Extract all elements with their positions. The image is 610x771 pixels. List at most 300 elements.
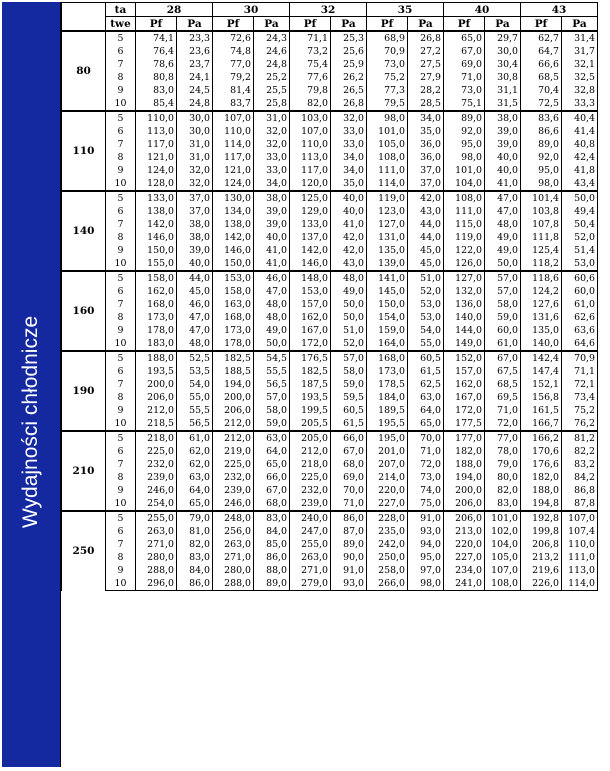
table-row: [62, 125, 598, 138]
pa-value: 67,0: [254, 484, 290, 497]
pf-value: 119,0: [367, 191, 408, 205]
pf-value: 173,0: [136, 311, 177, 324]
pf-value: 138,0: [213, 218, 254, 231]
pf-value: 213,0: [444, 525, 485, 538]
pa-value: 40,0: [485, 151, 521, 164]
pf-value: 85,4: [136, 97, 177, 111]
pa-value: 51,0: [331, 324, 367, 337]
twe-value: 7: [106, 378, 136, 391]
twe-value: 5: [106, 111, 136, 125]
pf-value: 167,0: [444, 391, 485, 404]
pf-value: 133,0: [290, 218, 331, 231]
pa-value: 61,0: [562, 298, 598, 311]
pf-value: 152,0: [444, 351, 485, 365]
table-row: [62, 511, 598, 525]
pa-value: 78,0: [485, 445, 521, 458]
pa-value: 89,0: [254, 577, 290, 591]
pa-value: 33,3: [562, 97, 598, 111]
twe-value: 8: [106, 151, 136, 164]
pa-value: 74,0: [408, 484, 444, 497]
pa-value: 71,0: [408, 445, 444, 458]
pa-value: 64,0: [408, 404, 444, 417]
pa-value: 28,5: [408, 97, 444, 111]
pf-value: 218,0: [136, 431, 177, 445]
pf-value: 219,6: [521, 564, 562, 577]
pf-value: 193,5: [136, 365, 177, 378]
pf-value: 129,0: [290, 205, 331, 218]
twe-value: 10: [106, 177, 136, 191]
pf-value: 239,0: [136, 471, 177, 484]
pa-value: 50,0: [562, 191, 598, 205]
pf-value: 121,0: [136, 151, 177, 164]
pa-value: 49,0: [254, 324, 290, 337]
table-body: [62, 31, 598, 591]
pf-value: 158,0: [213, 285, 254, 298]
pa-value: 60,5: [331, 404, 367, 417]
pa-value: 73,4: [562, 391, 598, 404]
pf-value: 73,2: [290, 45, 331, 58]
pf-value: 141,0: [367, 271, 408, 285]
pf-value: 75,2: [367, 71, 408, 84]
group-label: 110: [62, 111, 106, 191]
pf-value: 107,0: [213, 111, 254, 125]
pf-value: 110,0: [213, 125, 254, 138]
twe-value: 9: [106, 164, 136, 177]
pa-value: 43,0: [331, 257, 367, 271]
pf-value: 239,0: [213, 484, 254, 497]
twe-value: 6: [106, 45, 136, 58]
pf-value: 62,7: [521, 31, 562, 45]
pf-value: 232,0: [136, 458, 177, 471]
table-row: [62, 431, 598, 445]
pa-value: 54,5: [254, 351, 290, 365]
twe-value: 5: [106, 431, 136, 445]
pa-value: 48,0: [254, 298, 290, 311]
pf-value: 178,0: [213, 337, 254, 351]
pf-value: 119,0: [444, 231, 485, 244]
pf-value: 235,0: [367, 525, 408, 538]
pa-value: 70,0: [331, 484, 367, 497]
twe-value: 9: [106, 404, 136, 417]
pa-value: 38,0: [254, 191, 290, 205]
pa-value: 49,4: [562, 205, 598, 218]
pf-value: 188,5: [213, 365, 254, 378]
pa-value: 107,0: [485, 564, 521, 577]
pf-value: 118,6: [521, 271, 562, 285]
pf-value: 193,5: [290, 391, 331, 404]
twe-value: 5: [106, 351, 136, 365]
pf-value: 64,7: [521, 45, 562, 58]
pa-value: 40,0: [485, 164, 521, 177]
pf-value: 232,0: [290, 484, 331, 497]
table-row: [62, 285, 598, 298]
pa-value: 56,5: [177, 417, 213, 431]
pa-value: 52,0: [408, 285, 444, 298]
pa-value: 55,0: [408, 337, 444, 351]
pf-value: 71,1: [290, 31, 331, 45]
pf-value: 122,0: [444, 244, 485, 257]
pf-value: 124,0: [213, 177, 254, 191]
table-row: [62, 58, 598, 71]
pf-value: 153,0: [213, 271, 254, 285]
pa-value: 60,0: [485, 324, 521, 337]
pf-value: 67,0: [444, 45, 485, 58]
pa-value: 105,0: [485, 551, 521, 564]
pf-value: 120,0: [290, 177, 331, 191]
pa-value: 42,0: [331, 244, 367, 257]
pa-value: 75,2: [562, 404, 598, 417]
pa-value: 31,4: [562, 31, 598, 45]
pf-value: 66,6: [521, 58, 562, 71]
pa-value: 45,0: [408, 244, 444, 257]
pf-value: 207,0: [367, 458, 408, 471]
pf-value: 228,0: [367, 511, 408, 525]
pf-value: 128,0: [136, 177, 177, 191]
pa-value: 55,5: [254, 365, 290, 378]
pa-value: 88,0: [254, 564, 290, 577]
pf-value: 214,0: [367, 471, 408, 484]
pf-value: 213,2: [521, 551, 562, 564]
pa-value: 61,0: [177, 431, 213, 445]
header-row-twe: [62, 17, 598, 32]
pf-value: 156,8: [521, 391, 562, 404]
corner-cell: [62, 3, 106, 32]
pa-value: 114,0: [562, 577, 598, 591]
pf-value: 89,0: [444, 111, 485, 125]
pa-value: 69,0: [331, 471, 367, 484]
pa-value: 71,0: [485, 404, 521, 417]
pa-value: 39,0: [485, 138, 521, 151]
twe-value: 6: [106, 285, 136, 298]
table-row: [62, 218, 598, 231]
pa-value: 45,0: [177, 285, 213, 298]
pf-value: 124,2: [521, 285, 562, 298]
pf-value: 170,6: [521, 445, 562, 458]
pf-value: 70,9: [367, 45, 408, 58]
pf-value: 83,6: [521, 111, 562, 125]
pf-value: 123,0: [367, 205, 408, 218]
table-row: [62, 205, 598, 218]
pa-value: 41,0: [254, 257, 290, 271]
pf-value: 134,0: [213, 205, 254, 218]
twe-value: 10: [106, 577, 136, 591]
pa-value: 38,0: [177, 218, 213, 231]
pf-value: 125,0: [290, 191, 331, 205]
pf-value: 68,5: [521, 71, 562, 84]
pa-value: 39,0: [177, 244, 213, 257]
pf-value: 182,0: [521, 471, 562, 484]
pa-value: 93,0: [331, 577, 367, 591]
pf-value: 108,0: [367, 151, 408, 164]
pf-value: 177,0: [444, 431, 485, 445]
pa-value: 72,0: [408, 458, 444, 471]
pa-value: 46,0: [177, 298, 213, 311]
pa-value: 54,0: [408, 324, 444, 337]
twe-value: 6: [106, 525, 136, 538]
pf-value: 98,0: [367, 111, 408, 125]
pf-value: 77,6: [290, 71, 331, 84]
pa-value: 25,2: [254, 71, 290, 84]
pa-value: 41,0: [331, 218, 367, 231]
temperature-header: 28: [136, 3, 213, 17]
pa-value: 62,5: [408, 378, 444, 391]
pf-value: 167,0: [290, 324, 331, 337]
pf-value: 247,0: [290, 525, 331, 538]
pa-value: 82,0: [485, 484, 521, 497]
table-row: [62, 525, 598, 538]
pf-value: 166,7: [521, 417, 562, 431]
pa-value: 65,0: [177, 497, 213, 511]
pf-value: 201,0: [367, 445, 408, 458]
twe-value: 6: [106, 125, 136, 138]
pf-value: 173,0: [213, 324, 254, 337]
pf-header: Pf: [444, 17, 485, 32]
pf-value: 142,0: [136, 218, 177, 231]
pf-value: 255,0: [290, 538, 331, 551]
pf-value: 218,0: [290, 458, 331, 471]
pf-value: 162,0: [444, 378, 485, 391]
pa-value: 97,0: [408, 564, 444, 577]
pf-value: 172,0: [290, 337, 331, 351]
twe-value: 8: [106, 391, 136, 404]
pf-value: 114,0: [213, 138, 254, 151]
pa-value: 31,7: [562, 45, 598, 58]
pa-value: 53,0: [562, 257, 598, 271]
pf-value: 77,0: [213, 58, 254, 71]
pa-value: 42,0: [331, 231, 367, 244]
pa-value: 54,0: [177, 378, 213, 391]
pa-value: 55,0: [177, 391, 213, 404]
table-row: [62, 244, 598, 257]
pa-value: 90,0: [331, 551, 367, 564]
pa-value: 24,8: [177, 97, 213, 111]
pa-value: 89,0: [331, 538, 367, 551]
pf-value: 194,0: [444, 471, 485, 484]
pa-value: 50,0: [485, 257, 521, 271]
pa-value: 30,4: [485, 58, 521, 71]
pa-value: 84,0: [254, 525, 290, 538]
pa-value: 83,0: [177, 551, 213, 564]
pf-value: 150,0: [367, 298, 408, 311]
pf-value: 150,0: [213, 257, 254, 271]
pa-value: 48,0: [485, 218, 521, 231]
twe-value: 10: [106, 97, 136, 111]
pf-value: 280,0: [136, 551, 177, 564]
pf-value: 78,6: [136, 58, 177, 71]
pf-value: 157,0: [290, 298, 331, 311]
pa-header: Pa: [177, 17, 213, 32]
pf-value: 101,0: [367, 125, 408, 138]
table-row: [62, 391, 598, 404]
pf-value: 232,0: [213, 471, 254, 484]
pa-value: 77,0: [485, 431, 521, 445]
pa-value: 24,5: [177, 84, 213, 97]
pf-value: 242,0: [367, 538, 408, 551]
pf-value: 69,0: [444, 58, 485, 71]
pf-value: 77,3: [367, 84, 408, 97]
pa-value: 55,5: [177, 404, 213, 417]
pa-value: 40,8: [562, 138, 598, 151]
group-label: 250: [62, 511, 106, 591]
pa-value: 73,0: [408, 471, 444, 484]
twe-value: 6: [106, 445, 136, 458]
pf-value: 152,1: [521, 378, 562, 391]
pf-value: 188,0: [136, 351, 177, 365]
table-row: [62, 351, 598, 365]
pf-value: 111,0: [367, 164, 408, 177]
pf-value: 263,0: [213, 538, 254, 551]
twe-value: 8: [106, 231, 136, 244]
pa-value: 71,0: [331, 497, 367, 511]
table-row: [62, 417, 598, 431]
pf-value: 225,0: [136, 445, 177, 458]
pa-value: 32,0: [177, 177, 213, 191]
pf-value: 176,6: [521, 458, 562, 471]
pf-value: 127,0: [444, 271, 485, 285]
pa-value: 110,0: [562, 538, 598, 551]
pf-value: 92,0: [444, 125, 485, 138]
pf-value: 74,8: [213, 45, 254, 58]
pf-value: 225,0: [290, 471, 331, 484]
pf-value: 192,8: [521, 511, 562, 525]
pa-value: 33,0: [331, 138, 367, 151]
pf-header: Pf: [367, 17, 408, 32]
pa-value: 52,0: [562, 231, 598, 244]
pf-value: 75,1: [444, 97, 485, 111]
pf-value: 159,0: [367, 324, 408, 337]
pa-value: 42,4: [562, 151, 598, 164]
pf-value: 139,0: [367, 257, 408, 271]
pf-value: 162,0: [290, 311, 331, 324]
pa-header: Pa: [254, 17, 290, 32]
twe-value: 10: [106, 497, 136, 511]
pa-value: 34,0: [331, 164, 367, 177]
pa-value: 32,5: [562, 71, 598, 84]
pf-value: 110,0: [290, 138, 331, 151]
pa-value: 36,0: [408, 138, 444, 151]
pa-value: 58,0: [331, 365, 367, 378]
pa-value: 51,0: [408, 271, 444, 285]
pa-value: 41,0: [485, 177, 521, 191]
pa-value: 86,0: [177, 577, 213, 591]
pa-value: 84,2: [562, 471, 598, 484]
pa-value: 35,0: [331, 177, 367, 191]
table-row: [62, 365, 598, 378]
pa-value: 33,0: [254, 164, 290, 177]
pf-value: 206,8: [521, 538, 562, 551]
pa-value: 63,0: [408, 391, 444, 404]
ta-label: ta: [106, 3, 136, 17]
table-row: [62, 164, 598, 177]
pa-header: Pa: [562, 17, 598, 32]
pf-value: 271,0: [213, 551, 254, 564]
pf-value: 117,0: [290, 164, 331, 177]
table-row: [62, 298, 598, 311]
pf-value: 101,0: [444, 164, 485, 177]
twe-value: 9: [106, 564, 136, 577]
pa-value: 82,2: [562, 445, 598, 458]
table-row: [62, 564, 598, 577]
pf-value: 76,4: [136, 45, 177, 58]
temperature-header: 30: [213, 3, 290, 17]
twe-value: 9: [106, 244, 136, 257]
pa-value: 85,0: [254, 538, 290, 551]
pa-value: 44,0: [177, 271, 213, 285]
twe-value: 7: [106, 58, 136, 71]
twe-value: 7: [106, 458, 136, 471]
pa-value: 30,0: [177, 125, 213, 138]
pa-value: 48,0: [254, 311, 290, 324]
pa-value: 60,5: [408, 351, 444, 365]
pf-value: 189,5: [367, 404, 408, 417]
pf-value: 117,0: [213, 151, 254, 164]
pf-value: 195,5: [367, 417, 408, 431]
pa-value: 104,0: [485, 538, 521, 551]
pa-value: 30,0: [177, 111, 213, 125]
pa-value: 72,1: [562, 378, 598, 391]
pa-value: 39,0: [254, 218, 290, 231]
table-row: [62, 45, 598, 58]
pf-value: 176,5: [290, 351, 331, 365]
table-row: [62, 471, 598, 484]
pa-value: 31,0: [177, 151, 213, 164]
pf-value: 126,0: [444, 257, 485, 271]
pf-value: 206,0: [213, 404, 254, 417]
pa-value: 32,0: [254, 125, 290, 138]
pf-value: 107,8: [521, 218, 562, 231]
pf-value: 184,0: [367, 391, 408, 404]
table-row: [62, 151, 598, 164]
pa-value: 86,0: [254, 551, 290, 564]
pf-value: 83,0: [136, 84, 177, 97]
pa-value: 79,0: [177, 511, 213, 525]
pa-value: 52,5: [177, 351, 213, 365]
pf-value: 107,0: [290, 125, 331, 138]
table-row: [62, 138, 598, 151]
pa-value: 30,8: [485, 71, 521, 84]
pa-value: 37,0: [177, 205, 213, 218]
pf-value: 81,4: [213, 84, 254, 97]
pa-value: 58,0: [485, 298, 521, 311]
pa-value: 47,0: [485, 205, 521, 218]
pf-value: 98,0: [444, 151, 485, 164]
twe-value: 9: [106, 484, 136, 497]
pa-value: 50,0: [254, 337, 290, 351]
pf-value: 105,0: [367, 138, 408, 151]
pa-value: 111,0: [562, 551, 598, 564]
pf-value: 114,0: [367, 177, 408, 191]
pa-value: 47,0: [254, 285, 290, 298]
pf-value: 296,0: [136, 577, 177, 591]
twe-value: 8: [106, 471, 136, 484]
table-row: [62, 71, 598, 84]
pa-value: 65,0: [408, 417, 444, 431]
pa-value: 63,6: [562, 324, 598, 337]
pf-value: 250,0: [367, 551, 408, 564]
pf-value: 131,6: [521, 311, 562, 324]
pa-value: 59,0: [254, 417, 290, 431]
pf-value: 220,0: [444, 538, 485, 551]
pf-value: 103,0: [290, 111, 331, 125]
pf-value: 74,1: [136, 31, 177, 45]
pf-value: 206,0: [136, 391, 177, 404]
group-label: 160: [62, 271, 106, 351]
pa-value: 69,5: [485, 391, 521, 404]
pf-header: Pf: [136, 17, 177, 32]
pf-value: 79,2: [213, 71, 254, 84]
pa-value: 24,3: [254, 31, 290, 45]
pf-value: 220,0: [367, 484, 408, 497]
